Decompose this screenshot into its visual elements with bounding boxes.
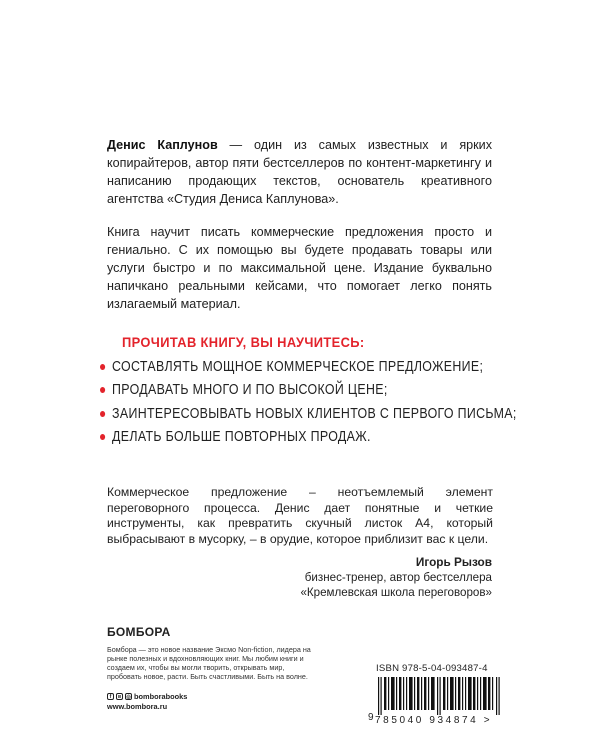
facebook-icon: f [107, 693, 114, 700]
list-item [100, 403, 517, 426]
bullet-dot-icon [100, 364, 105, 370]
publisher-description: Бомбора — это новое название Эксмо Non-fiction, лидера на рынке полезных и вдохновляющих книг. Мы любим книги и создаем их, чтобы вы могли творить, открывать мир, пробовать новое, расти. Быть счастливыми. Быть на волне. [107, 645, 311, 681]
author-name: Денис Каплунов [107, 138, 218, 152]
isbn-label: ISBN 978-5-04-093487-4 [376, 663, 488, 674]
author-bio [107, 136, 492, 208]
bullet-dot-icon [100, 387, 105, 393]
quote-author-role-line1: бизнес-тренер, автор бестселлера [304, 571, 492, 584]
quote-text: Коммерческое предложение – неотъемлемый элемент переговорного процесса. Денис дает понятные и четкие инструменты, как превратить скучный листок А4, который выбрасывают в мусорку, – в орудие, которое приблизит вас к цели. [107, 485, 493, 546]
book-description: Книга научит писать коммерческие предложения просто и гениально. С их помощью вы будете продавать товары или услуги быстро и по максимальной цене. Издание буквально напичкано реальными кейсами, что помогает легко понять излагаемый материал. [107, 225, 492, 311]
barcode-number [375, 715, 492, 726]
quote-author-role-line2: «Кремлевская школа переговоров» [300, 586, 492, 599]
publisher-logo: БОМБОРА [107, 625, 171, 639]
vk-icon: в [117, 694, 122, 700]
author-bio-text: — один из самых известных и ярких копирайтеров, автор пяти бестселлеров по контент-маркетингу и написанию продающих текстов, основатель креативного агентства «Студия Дениса Каплунова». [107, 138, 492, 206]
quote-author: Игорь Рызов [415, 555, 492, 569]
learn-heading: ПРОЧИТАВ КНИГУ, ВЫ НАУЧИТЕСЬ: [122, 334, 365, 350]
bullet-dot-icon [100, 434, 105, 440]
quote-attribution [300, 555, 492, 600]
testimonial-quote [107, 485, 493, 547]
barcode-suffix: > [483, 715, 493, 726]
publisher-website: www.bombora.ru [107, 702, 168, 711]
learn-list [100, 356, 520, 450]
list-item [100, 426, 461, 449]
list-item [100, 356, 484, 379]
intro-block [107, 136, 492, 328]
barcode-first-digit: 9 [368, 712, 374, 723]
list-item-text: СОСТАВЛЯТЬ МОЩНОЕ КОММЕРЧЕСКОЕ ПРЕДЛОЖЕНИЕ; [112, 359, 484, 375]
list-item-text: ЗАИНТЕРЕСОВЫВАТЬ НОВЫХ КЛИЕНТОВ С ПЕРВОГО ПИСЬМА; [112, 405, 517, 422]
instagram-icon: ◎ [126, 694, 131, 700]
barcode-icon [372, 677, 508, 715]
barcode-digits: 785040 934874 [375, 715, 479, 726]
publisher-socials [107, 692, 187, 701]
list-item [100, 379, 461, 402]
list-item-text: ДЕЛАТЬ БОЛЬШЕ ПОВТОРНЫХ ПРОДАЖ. [112, 429, 371, 446]
list-item-text: ПРОДАВАТЬ МНОГО И ПО ВЫСОКОЙ ЦЕНЕ; [112, 382, 388, 399]
bullet-dot-icon [100, 411, 105, 417]
social-handle: bomborabooks [134, 692, 188, 701]
